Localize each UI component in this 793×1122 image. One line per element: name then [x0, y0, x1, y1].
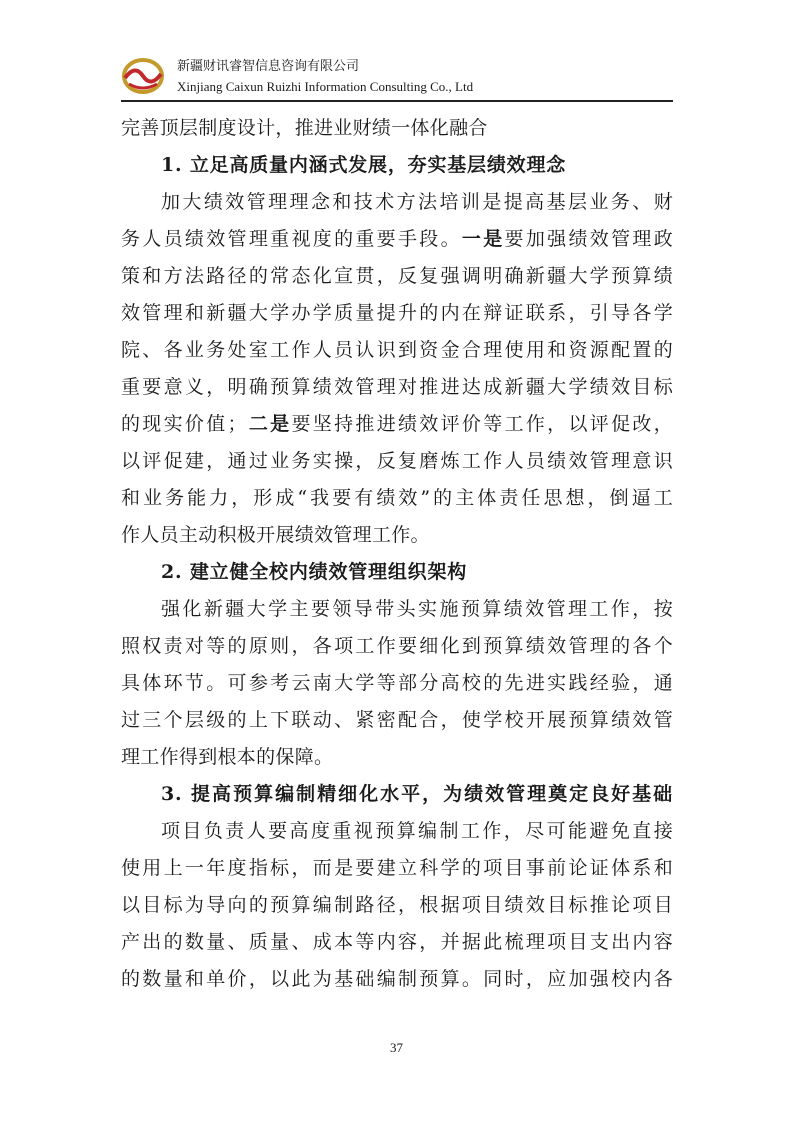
- paragraph-line: 理工作得到根本的保障。: [121, 746, 334, 768]
- paragraph-line: 的数量和单价，以此为基础编制预算。同时，应加强校内各: [121, 968, 673, 990]
- paragraph-line: [121, 221, 673, 258]
- intro-line: 完善顶层制度设计，推进业财绩一体化融合: [121, 117, 488, 139]
- document-body: [121, 110, 673, 998]
- paragraph-line: 策和方法路径的常态化宣贯，反复强调明确新疆大学预算绩: [121, 265, 673, 287]
- paragraph-line: 院、各业务处室工作人员认识到资金合理使用和资源配置的: [121, 339, 673, 361]
- paragraph-line: 具体环节。可参考云南大学等部分高校的先进实践经验，通: [121, 672, 673, 694]
- paragraph-line: 重要意义，明确预算绩效管理对推进达成新疆大学绩效目标: [121, 376, 673, 398]
- section-1-heading: 1. 立足高质量内涵式发展，夯实基层绩效理念: [161, 154, 567, 176]
- company-name-en: Xinjiang Caixun Ruizhi Information Consulting Co., Ltd: [177, 79, 474, 94]
- paragraph-line: 效管理和新疆大学办学质量提升的内在辩证联系，引导各学: [121, 302, 673, 324]
- text-run: 的现实价值；: [121, 413, 247, 435]
- paragraph-line: 强化新疆大学主要领导带头实施预算绩效管理工作，按: [161, 598, 673, 620]
- paragraph-line: 作人员主动积极开展绩效管理工作。: [121, 524, 430, 546]
- text-run: 务人员绩效管理重视度的重要手段。: [121, 228, 462, 250]
- company-name-cn: 新疆财讯睿智信息咨询有限公司: [177, 59, 360, 74]
- paragraph-line: 项目负责人要高度重视预算编制工作，尽可能避免直接: [161, 820, 673, 842]
- paragraph-line: 以目标为导向的预算编制路径，根据项目绩效目标推论项目: [121, 894, 673, 916]
- emphasis-second: 二是: [246, 413, 292, 435]
- paragraph-line: 产出的数量、质量、成本等内容，并据此梳理项目支出内容: [121, 931, 673, 953]
- section-3-heading: 3. 提高预算编制精细化水平，为绩效管理奠定良好基础: [161, 783, 673, 805]
- company-logo-icon: [121, 56, 165, 96]
- header-divider: [121, 100, 673, 102]
- paragraph-line: 照权责对等的原则，各项工作要细化到预算绩效管理的各个: [121, 635, 673, 657]
- emphasis-first: 一是: [461, 228, 505, 250]
- paragraph-line: 以评促建，通过业务实操，反复磨炼工作人员绩效管理意识: [121, 450, 673, 472]
- text-run: 要加强绩效管理政: [504, 228, 673, 250]
- text-run: 要坚持推进绩效评价等工作，以评促改，: [291, 413, 673, 435]
- section-2-heading: 2. 建立健全校内绩效管理组织架构: [161, 561, 468, 583]
- paragraph-line: [121, 406, 673, 443]
- paragraph-line: 过三个层级的上下联动、紧密配合，使学校开展预算绩效管: [121, 709, 673, 731]
- paragraph-line: 和业务能力，形成“我要有绩效”的主体责任思想，倒逼工: [121, 487, 673, 509]
- page-header: [121, 50, 673, 104]
- page-number: 37: [390, 1040, 403, 1055]
- paragraph-line: 加大绩效管理理念和技术方法培训是提高基层业务、财: [161, 191, 673, 213]
- paragraph-line: 使用上一年度指标，而是要建立科学的项目事前论证体系和: [121, 857, 673, 879]
